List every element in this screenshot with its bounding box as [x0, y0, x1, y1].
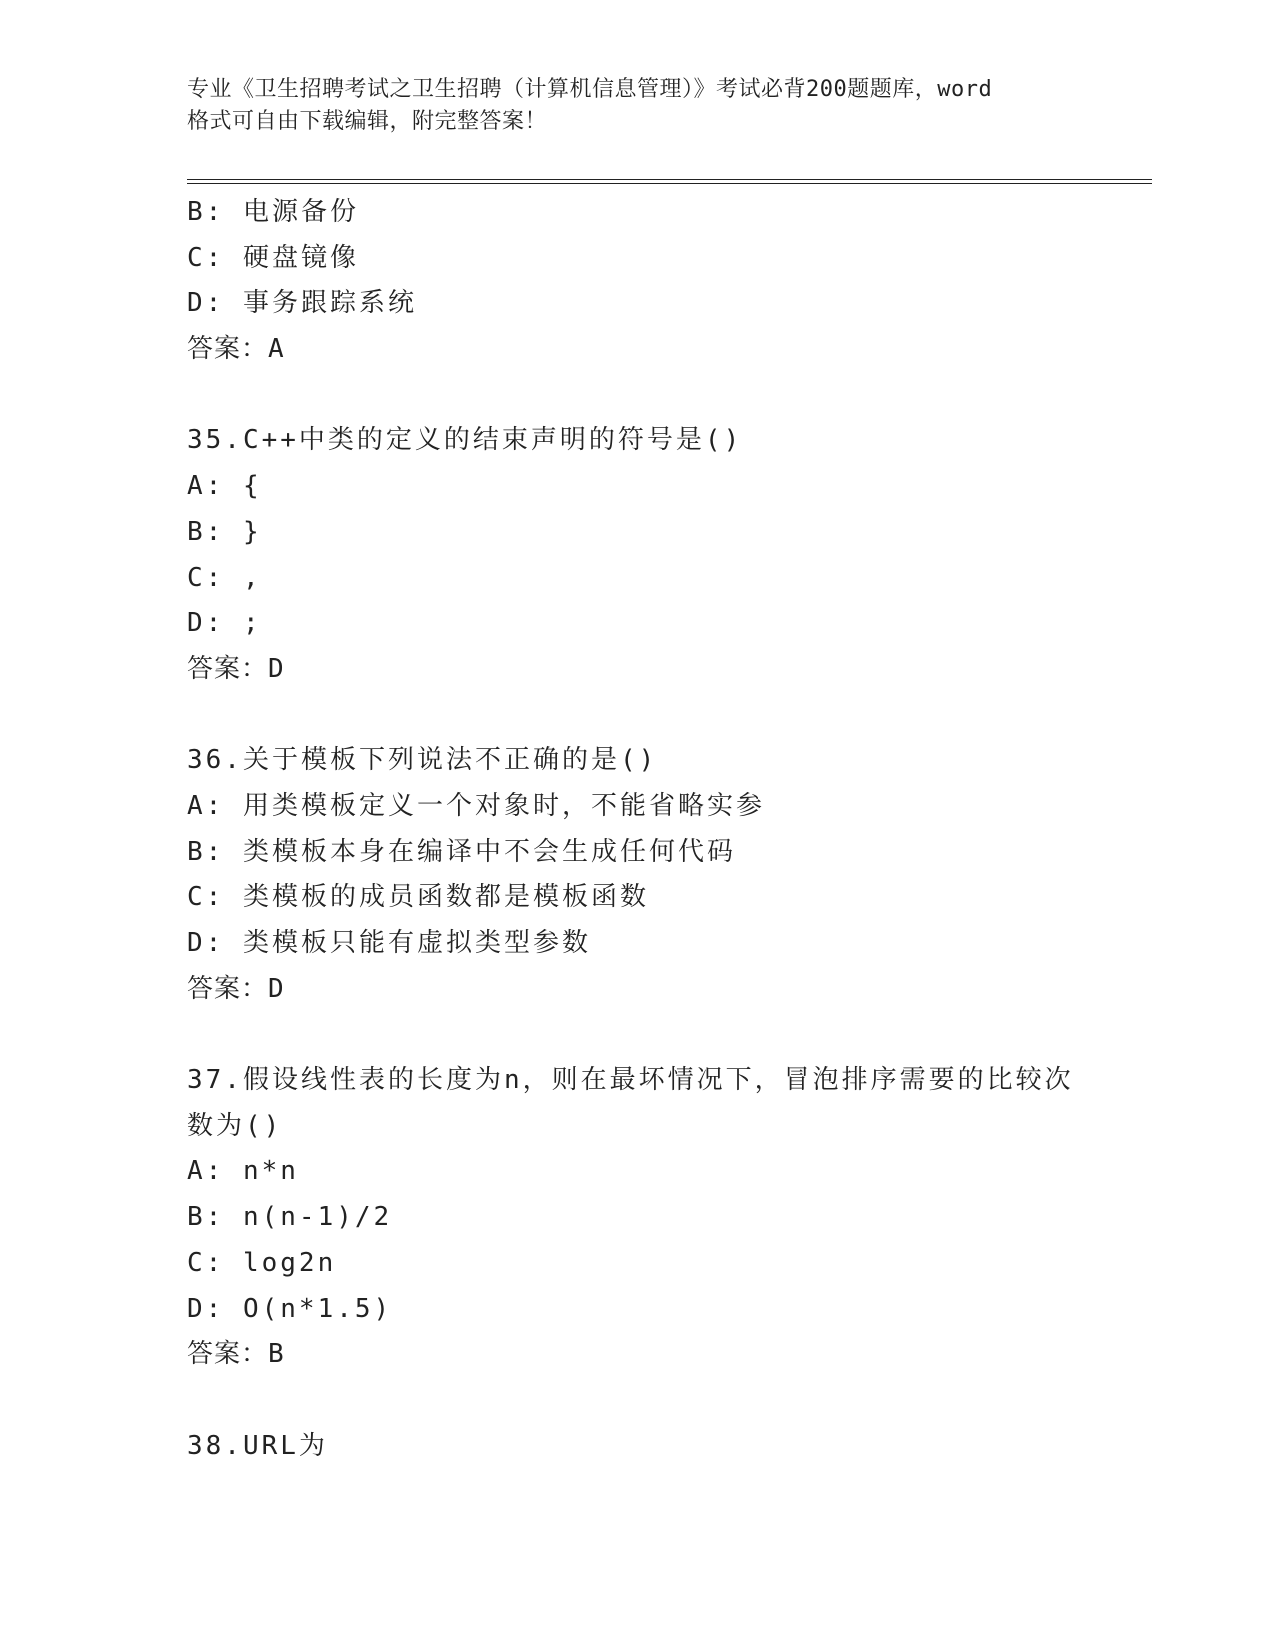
option-b: B: n(n-1)/2 — [187, 1202, 393, 1233]
header-divider-top — [187, 179, 1152, 180]
question-34-tail — [187, 190, 1087, 373]
document-header — [187, 74, 1087, 138]
question-list — [187, 190, 1087, 1469]
option-a: A: 用类模板定义一个对象时，不能省略实参 — [187, 790, 765, 821]
option-a: A: { — [187, 471, 262, 502]
option-c: C: , — [187, 562, 262, 593]
question-38 — [187, 1424, 1087, 1470]
option-c: C: log2n — [187, 1247, 337, 1278]
header-title-line-1: 专业《卫生招聘考试之卫生招聘（计算机信息管理）》考试必背200题题库，word — [187, 77, 993, 102]
spacer — [187, 693, 1087, 739]
option-d: D: 事务跟踪系统 — [187, 288, 417, 319]
question-37 — [187, 1058, 1087, 1378]
option-b: B: } — [187, 516, 262, 547]
answer: 答案：D — [187, 653, 285, 684]
question-stem-line-2: 数为() — [187, 1110, 283, 1141]
header-divider-bottom — [187, 183, 1152, 184]
header-title-line-2: 格式可自由下载编辑，附完整答案！ — [187, 109, 548, 134]
question-36 — [187, 738, 1087, 1012]
option-c: C: 类模板的成员函数都是模板函数 — [187, 882, 649, 913]
option-d: D: 类模板只能有虚拟类型参数 — [187, 928, 591, 958]
spacer — [187, 373, 1087, 419]
question-stem-line-1: 37.假设线性表的长度为n，则在最坏情况下，冒泡排序需要的比较次 — [187, 1065, 1074, 1096]
question-stem: 35.C++中类的定义的结束声明的符号是() — [187, 425, 743, 456]
option-b: B: 电源备份 — [187, 197, 359, 227]
question-stem: 36.关于模板下列说法不正确的是() — [187, 745, 658, 776]
spacer — [187, 1378, 1087, 1424]
question-35 — [187, 418, 1087, 692]
spacer — [187, 1012, 1087, 1058]
answer: 答案：B — [187, 1339, 285, 1370]
option-d: D: O(n*1.5) — [187, 1293, 393, 1324]
option-a: A: n*n — [187, 1156, 299, 1187]
answer: 答案：A — [187, 334, 285, 365]
answer: 答案：D — [187, 973, 285, 1004]
option-b: B: 类模板本身在编译中不会生成任何代码 — [187, 836, 736, 867]
option-d: D: ; — [187, 608, 262, 639]
option-c: C: 硬盘镜像 — [187, 242, 359, 273]
question-stem: 38.URL为 — [187, 1430, 328, 1461]
